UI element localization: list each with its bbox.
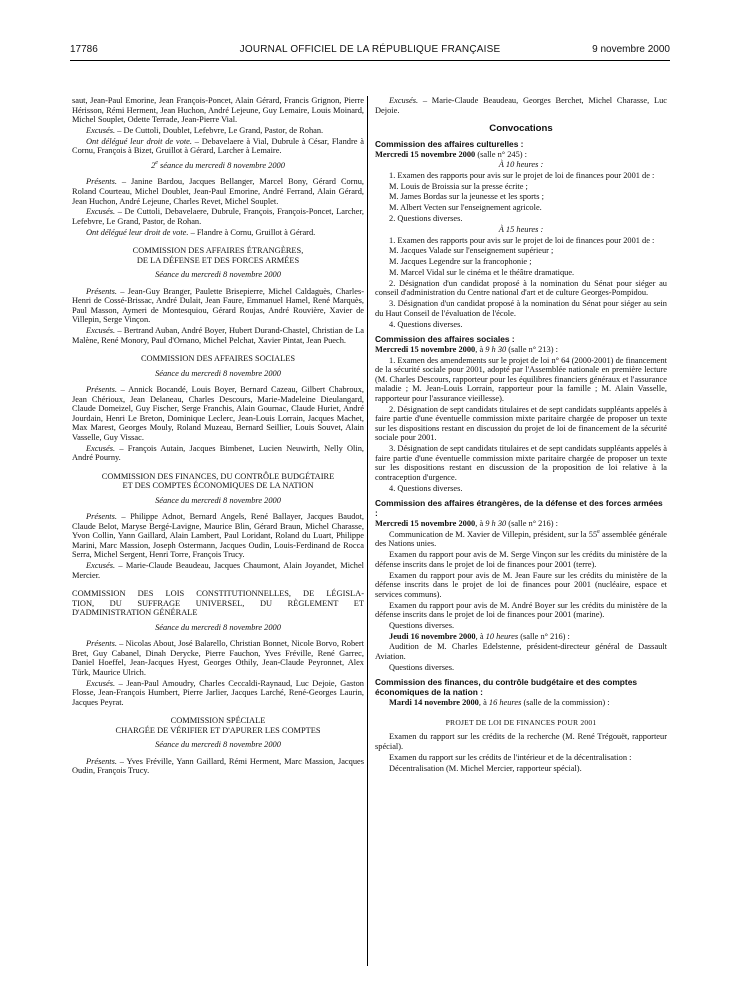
meeting-date: Mercredi 15 novembre 2000, à 9 h 30 (salle n° 216) : — [375, 519, 558, 529]
committee-heading: COMMISSION DES FINANCES, DU CONTRÔLE BUDGÉTAIRE ET DES COMPTES ÉCONOMIQUES DE LA NATION — [101, 471, 335, 491]
committee-title: Commission des affaires sociales : — [375, 334, 515, 345]
agenda-item: 4. Questions diverses. — [389, 483, 463, 493]
bill-heading: PROJET DE LOI DE FINANCES POUR 2001 — [445, 717, 597, 727]
session-heading: Séance du mercredi 8 novembre 2000 — [155, 622, 281, 632]
meeting-time: À 15 heures : — [498, 224, 544, 234]
present-paragraph: Présents. – Annick Bocandé, Louis Boyer, Bernard Cazeau, Gilbert Chabroux, Jean Chérioux, Jean Delaneau, Charles Descours, Marie-Madeleine Dieulangard, Claude Domeizel, Guy Fischer, Serge Franchis, Alain Gournac, Claude Huriet, André Jourdain, Henri Le Breton, Dominique Leclerc, Jean-Louis Lorrain, Jacques Machet, Max Marest, Georges Mouly, Roland Muzeau, Bernard Seillier, Louis Souvet, Alain Vasselle, Guy Vissac. — [72, 385, 364, 442]
committee-title: Commission des affaires culturelles : — [375, 138, 524, 149]
agenda-item: M. Louis de Broissia sur la presse écrite ; — [389, 181, 528, 191]
committee-heading: COMMISSION DES AFFAIRES ÉTRANGÈRES, DE LA DÉFENSE ET DES FORCES ARMÉES — [132, 246, 304, 265]
session-heading: Séance du mercredi 8 novembre 2000 — [155, 270, 281, 280]
excused-paragraph: Excusés. – De Cuttoli, Debavelaere, Dubrule, François, François-Poncet, Larcher, Lefebvre, Le Grand, Pastor, de Rohan. — [72, 207, 364, 226]
agenda-item: 3. Désignation de sept candidats titulaires et de sept candidats suppléants appelés à faire partie d'une éventuelle commission mixte paritaire chargée de proposer un texte sur les dispositions restant en discussion de la proposition de loi relative à la contraception d'urgence. — [375, 444, 667, 482]
proxy-paragraph — [72, 137, 364, 156]
agenda-item: Audition de M. Charles Edelstenne, président-directeur général de Dassault Aviation. — [375, 642, 667, 661]
excused-paragraph: Excusés. – Bertrand Auban, André Boyer, Hubert Durand-Chastel, Christian de La Malène, René Monory, Paul d'Ornano, Michel Pelchat, Xavier Pintat, Jean Puech. — [72, 326, 364, 345]
agenda-item: 2. Questions diverses. — [389, 214, 463, 224]
agenda-item: Communication de M. Xavier de Villepin, président, sur la 55e assemblée générale des Nations unies. — [375, 529, 668, 549]
session-heading: Séance du mercredi 8 novembre 2000 — [155, 495, 281, 505]
session-heading: Séance du mercredi 8 novembre 2000 — [155, 740, 281, 750]
text: – De Cuttoli, Doublet, Lefebvre, Le Grand, Pastor, de Rohan. — [115, 125, 324, 135]
agenda-item: 2. Désignation d'un candidat proposé à la nomination du Sénat pour siéger au conseil d'administration du Centre national d'art et de culture Georges-Pompidou. — [375, 278, 667, 298]
committee-heading: COMMISSION SPÉCIALE CHARGÉE DE VÉRIFIER ET D'APURER LES COMPTES — [115, 716, 321, 735]
proxy-paragraph: Ont délégué leur droit de vote. – Flandre à Cornu, Gruillot à Gérard. — [86, 227, 316, 237]
agenda-item: M. Jacques Valade sur l'enseignement supérieur ; — [389, 246, 554, 256]
agenda-item: 2. Désignation de sept candidats titulaires et de sept candidats suppléants appelés à faire partie d'une éventuelle commission mixte paritaire chargée de proposer un texte sur les dispositions restant en discussion du projet de loi de financement de la sécurité sociale pour 2001. — [375, 404, 667, 443]
meeting-date: Mercredi 15 novembre 2000, à 9 h 30 (salle n° 213) : — [375, 345, 558, 355]
present-paragraph: Présents. – Nicolas About, José Balarello, Christian Bonnet, Nicole Borvo, Robert Bret, Guy Cabanel, Dinah Derycke, Pierre Fauchon, Yves Fréville, René Garrec, Daniel Hoeffel, Jean-Jacques Hyest, Georges Othily, Jean-Claude Peyronnet, Alex Türk, Maurice Ulrich. — [72, 639, 364, 677]
present-paragraph: Présents. – Yves Fréville, Yann Gaillard, Rémi Herment, Marc Massion, Jacques Oudin, François Trucy. — [72, 756, 364, 776]
agenda-item: Questions diverses. — [389, 620, 455, 630]
agenda-item: Examen du rapport sur les crédits de l'intérieur et de la décentralisation : — [389, 752, 632, 762]
session-heading: Séance du mercredi 8 novembre 2000 — [155, 368, 281, 378]
agenda-item: M. James Bordas sur la jeunesse et les sports ; — [389, 192, 544, 202]
section-title: Convocations — [489, 123, 553, 135]
agenda-item: M. Albert Vecten sur l'enseignement agricole. — [389, 203, 542, 213]
present-paragraph: Présents. – Philippe Adnot, Bernard Angels, René Ballayer, Jacques Baudot, Claude Belot, Maryse Bergé-Lavigne, Maurice Blin, Gérard Braun, Michel Charasse, Yvon Collin, Yann Gaillard, Alain Lambert, Paul Loridant, Roland du Luart, Philippe Marini, Marc Massion, Joseph Ostermann, Jacques Oudin, Louis-Ferdinand de Rocca Serra, Michel Sergent, Henri Torre, François Trucy. — [72, 512, 364, 560]
label: Excusés. — [86, 125, 116, 135]
agenda-item: Examen du rapport sur les crédits de la recherche (M. René Trégouët, rapporteur spécial). — [375, 732, 667, 751]
meeting-date: Mardi 14 novembre 2000, à 16 heures (salle de la commission) : — [389, 698, 610, 708]
excused-paragraph: Excusés. – François Autain, Jacques Bimbenet, Lucien Neuwirth, Nelly Olin, André Pourny. — [72, 443, 364, 463]
session-heading: 2e séance du mercredi 8 novembre 2000 — [151, 160, 285, 170]
agenda-item: 1. Examen des rapports pour avis sur le projet de loi de finances pour 2001 de : — [389, 235, 655, 245]
text: – Debavelaere à Vial, Dubrule à César, Flandre à Cornu, François à Bizet, Gruillot à Gérard, Larcher à Lemaire. — [72, 136, 364, 156]
header-rule — [70, 60, 670, 61]
agenda-item: 1. Examen des amendements sur le projet de loi n° 64 (2000-2001) de financement de la sécurité sociale pour 2001, adopté par l'Assemblée nationale en première lecture (M. Charles Descours, rapporteur pour les équilibres financiers généraux et l'assurance maladie ; M. Jean-Louis Lorrain, rapporteur pour la famille ; M. Alain Vasselle, rapporteur pour l'assurance vieillesse). — [375, 355, 667, 403]
issue-date: 9 novembre 2000 — [592, 44, 670, 55]
agenda-item: 3. Désignation d'un candidat proposé à la nomination du Sénat pour siéger au sein du Haut Conseil de l'évaluation de l'école. — [375, 299, 667, 318]
meeting-time: À 10 heures : — [498, 160, 544, 170]
page-number: 17786 — [70, 44, 98, 55]
agenda-item: 1. Examen des rapports pour avis sur le projet de loi de finances pour 2001 de : — [389, 170, 655, 180]
agenda-item: 4. Questions diverses. — [389, 319, 463, 329]
page-header — [70, 44, 670, 58]
agenda-item: Examen du rapport pour avis de M. Serge Vinçon sur les crédits du ministère de la défense inscrits dans le projet de loi de finances pour 2001 (terre). — [375, 550, 667, 569]
meeting-date: Jeudi 16 novembre 2000, à 10 heures (salle n° 216) : — [389, 631, 570, 641]
committee-heading: COMMISSION DES AFFAIRES SOCIALES — [140, 354, 296, 364]
agenda-item: M. Marcel Vidal sur le cinéma et le théâtre dramatique. — [389, 268, 575, 278]
label: Ont délégué leur droit de vote. — [86, 136, 192, 146]
present-paragraph: Présents. – Jean-Guy Branger, Paulette Brisepierre, Michel Caldaguès, Charles-Henri de Cossé-Brissac, André Dulait, Jean Faure, Emmanuel Hamel, René Marquès, Paul Masson, Aymeri de Montesquiou, Gérard Roujas, André Rouvière, Xavier de Villepin, Serge Vinçon. — [72, 286, 364, 325]
left-column — [72, 96, 364, 777]
attendance-continued: saut, Jean-Paul Emorine, Jean François-Poncet, Alain Gérard, Francis Grignon, Pierre Hérisson, Rémi Herment, Jean Huchon, André Lejeune, Guy Lemaire, Louis Moinard, Michel Souplet, Odette Terrade, Jean-Pierre Vial. — [72, 96, 364, 125]
agenda-item: M. Jacques Legendre sur la francophonie ; — [389, 257, 532, 267]
meeting-date: Mercredi 15 novembre 2000 (salle n° 245) : — [375, 149, 527, 159]
agenda-item: Examen du rapport pour avis de M. Jean Faure sur les crédits du ministère de la défense inscrits dans le projet de loi de finances pour 2001 (nucléaire, espace et services communs). — [375, 570, 667, 599]
committee-title: Commission des finances, du contrôle budgétaire et des comptes économiques de la nation : — [375, 677, 638, 698]
excused-paragraph: Excusés. – Jean-Paul Amoudry, Charles Ceccaldi-Raynaud, Luc Dejoie, Gaston Flosse, Jean-François Humbert, Pierre Jarlier, Jacques Larché, René-Georges Laurin, Jacques Peyrat. — [72, 678, 364, 707]
journal-title: JOURNAL OFFICIEL DE LA RÉPUBLIQUE FRANÇAISE — [239, 44, 501, 55]
committee-title: Commission des affaires étrangères, de la défense et des forces armées : — [375, 498, 663, 519]
committee-heading: COMMISSION DES LOIS CONSTITUTIONNELLES, DE LÉGISLA- TION, DU SUFFRAGE UNIVERSEL, DU RÈGLEMENT ET D'ADMINISTRATION GÉNÉRALE — [72, 589, 364, 618]
column-divider — [367, 96, 368, 966]
excused-paragraph: Excusés. – Marie-Claude Beaudeau, Jacques Chaumont, Alain Joyandet, Michel Mercier. — [72, 561, 364, 580]
agenda-item: Examen du rapport pour avis de M. André Boyer sur les crédits du ministère de la défense inscrits dans le projet de loi de finances pour 2001 (marine). — [375, 600, 667, 620]
agenda-item: Questions diverses. — [389, 662, 455, 672]
excused-paragraph — [72, 126, 364, 136]
right-column — [375, 96, 667, 774]
agenda-item: Décentralisation (M. Michel Mercier, rapporteur spécial). — [389, 763, 582, 773]
present-paragraph: Présents. – Janine Bardou, Jacques Bellanger, Marcel Bony, Gérard Cornu, Roland Courteau, Michel Doublet, Jean-Paul Emorine, André Ferrand, Alain Gérard, Jean Huchon, André Lejeune, Charles Revet, Michel Souplet. — [72, 177, 364, 206]
excused-paragraph: Excusés. – Marie-Claude Beaudeau, Georges Berchet, Michel Charasse, Luc Dejoie. — [375, 96, 667, 115]
